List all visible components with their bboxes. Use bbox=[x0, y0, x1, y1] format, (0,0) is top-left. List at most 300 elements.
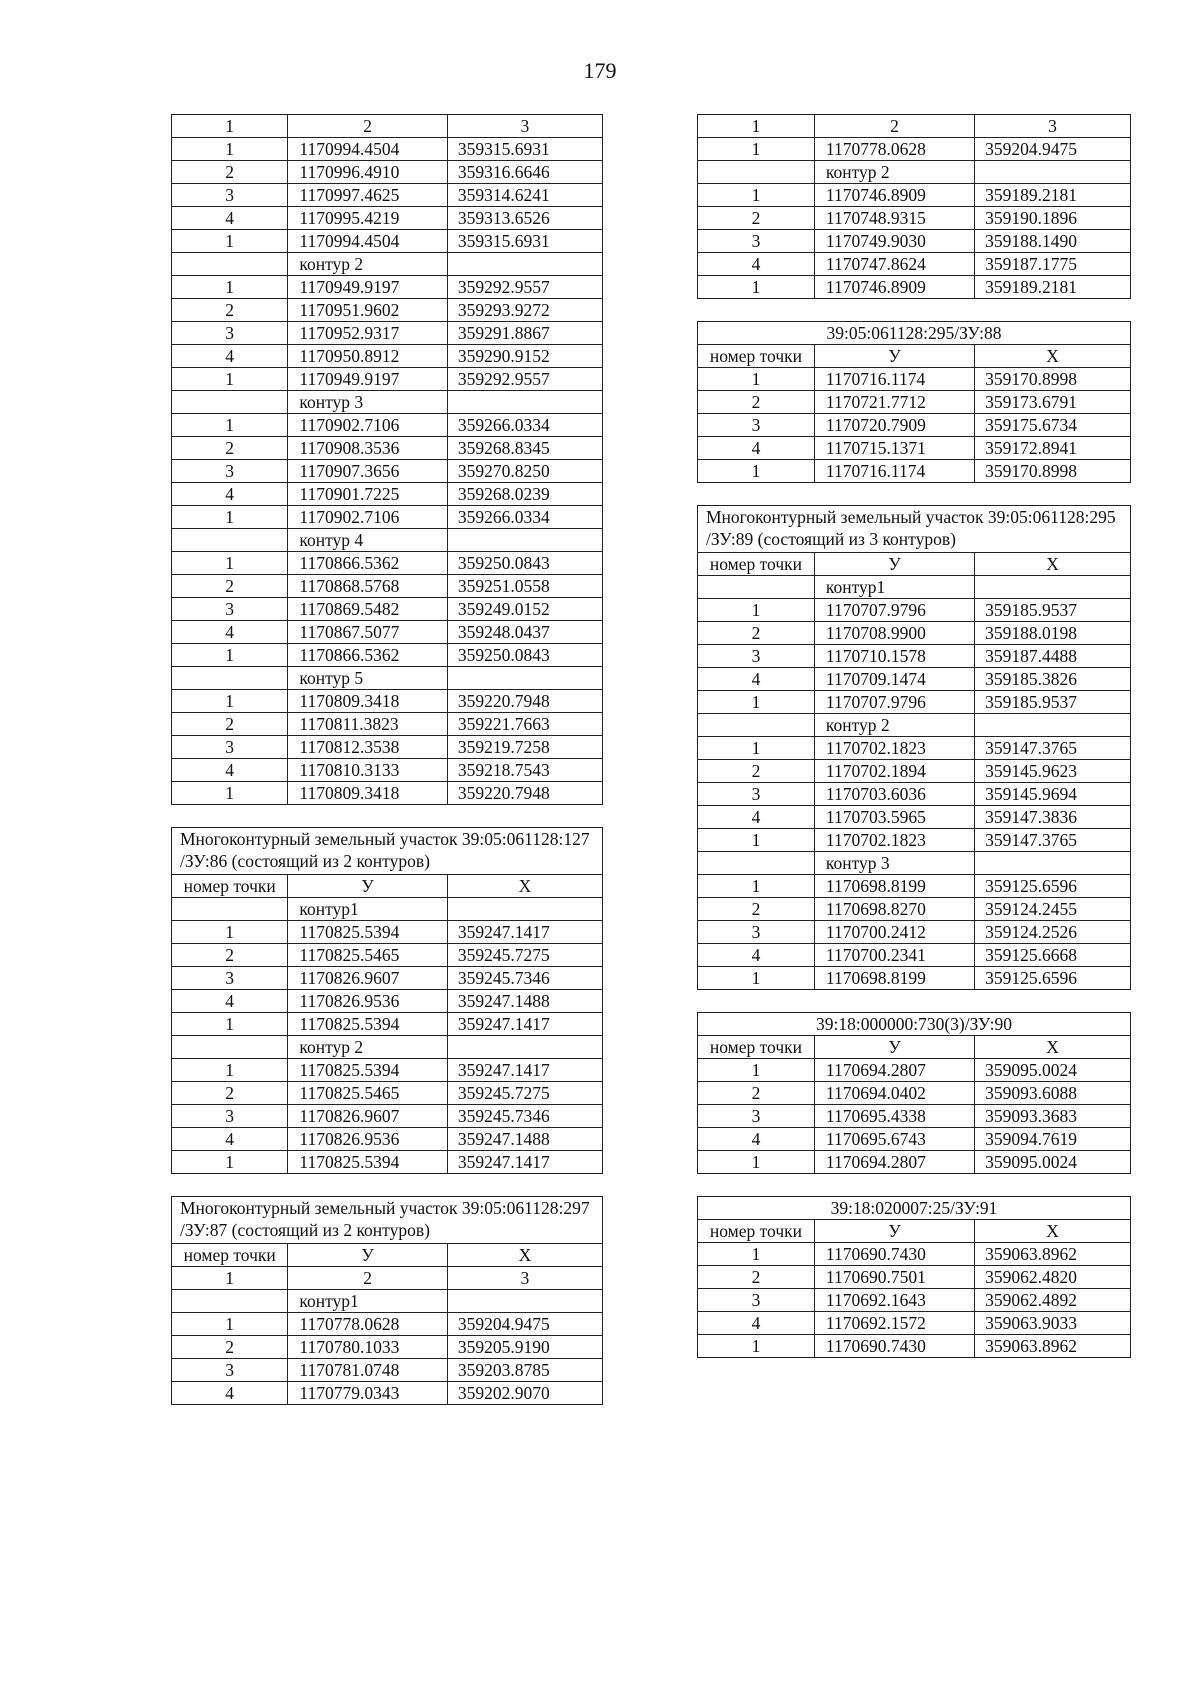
coord-y: 1170994.4504 bbox=[288, 230, 447, 253]
coord-y: 1170708.9900 bbox=[814, 622, 974, 645]
table-row bbox=[698, 622, 1131, 645]
table-title-row bbox=[172, 1197, 603, 1244]
coord-y: 1170709.1474 bbox=[814, 668, 974, 691]
coord-x: 359095.0024 bbox=[975, 1059, 1131, 1082]
point-number: 1 bbox=[172, 506, 288, 529]
coord-y: 1170690.7430 bbox=[814, 1243, 974, 1266]
table-row bbox=[172, 299, 603, 322]
coord-y: 1170825.5394 bbox=[288, 921, 447, 944]
table-row bbox=[172, 1105, 603, 1128]
coord-y: 1170716.1174 bbox=[814, 368, 974, 391]
coord-y: 1170702.1894 bbox=[814, 760, 974, 783]
table-spacer bbox=[697, 299, 1131, 321]
point-number: 4 bbox=[698, 253, 815, 276]
point-number: 3 bbox=[698, 414, 815, 437]
coord-x: 359219.7258 bbox=[447, 736, 602, 759]
coord-x: 359247.1417 bbox=[447, 1151, 602, 1174]
table-row bbox=[172, 1128, 603, 1151]
point-number: 1 bbox=[172, 230, 288, 253]
point-number: 1 bbox=[172, 782, 288, 805]
coord-x: 359290.9152 bbox=[447, 345, 602, 368]
coordinates-table bbox=[697, 321, 1131, 483]
coord-x: 359185.9537 bbox=[975, 599, 1131, 622]
right-column bbox=[697, 114, 1131, 1358]
table-header-row bbox=[172, 115, 603, 138]
point-number: 1 bbox=[172, 1267, 288, 1290]
column-header: номер точки bbox=[698, 345, 815, 368]
coord-x: 359315.6931 bbox=[447, 230, 602, 253]
point-number: 4 bbox=[698, 1312, 815, 1335]
coord-x: 359202.9070 bbox=[447, 1382, 602, 1405]
coord-y: 1170908.3536 bbox=[288, 437, 447, 460]
point-number: 1 bbox=[698, 460, 815, 483]
point-number: 1 bbox=[172, 1313, 288, 1336]
coord-y: 1170694.2807 bbox=[814, 1059, 974, 1082]
point-number: 2 bbox=[698, 1082, 815, 1105]
table-row bbox=[172, 1336, 603, 1359]
coord-x: 359291.8867 bbox=[447, 322, 602, 345]
point-number: 1 bbox=[698, 691, 815, 714]
table-row bbox=[172, 552, 603, 575]
table-row bbox=[698, 921, 1131, 944]
coord-y: 1170748.9315 bbox=[814, 207, 974, 230]
coord-x: 359095.0024 bbox=[975, 1151, 1131, 1174]
table-row bbox=[172, 967, 603, 990]
table-row bbox=[172, 276, 603, 299]
coord-x: 359190.1896 bbox=[975, 207, 1131, 230]
coord-x bbox=[447, 667, 602, 690]
table-caption: 39:18:000000:730(3)/ЗУ:90 bbox=[698, 1013, 1131, 1036]
point-number: 4 bbox=[698, 668, 815, 691]
point-number: 2 bbox=[172, 944, 288, 967]
coord-y: 1170749.9030 bbox=[814, 230, 974, 253]
point-number: 1 bbox=[698, 368, 815, 391]
coord-x: 359170.8998 bbox=[975, 460, 1131, 483]
table-title-row bbox=[172, 828, 603, 875]
coord-x: 359093.6088 bbox=[975, 1082, 1131, 1105]
column-header: У bbox=[814, 1036, 974, 1059]
contour-row bbox=[698, 852, 1131, 875]
table-row bbox=[698, 898, 1131, 921]
table-header-row bbox=[698, 1220, 1131, 1243]
coord-y: 1170694.0402 bbox=[814, 1082, 974, 1105]
point-number: 3 bbox=[172, 460, 288, 483]
coord-y: 1170997.4625 bbox=[288, 184, 447, 207]
coord-x: 359220.7948 bbox=[447, 782, 602, 805]
point-number: 3 bbox=[172, 184, 288, 207]
coord-x: 359268.0239 bbox=[447, 483, 602, 506]
table-row bbox=[172, 1059, 603, 1082]
table-row bbox=[698, 138, 1131, 161]
table-row bbox=[172, 782, 603, 805]
table-header-row bbox=[698, 1036, 1131, 1059]
coord-x: 359203.8785 bbox=[447, 1359, 602, 1382]
coord-x: 359125.6668 bbox=[975, 944, 1131, 967]
coord-x: 359249.0152 bbox=[447, 598, 602, 621]
coord-y: 1170695.6743 bbox=[814, 1128, 974, 1151]
coord-x: 359185.3826 bbox=[975, 668, 1131, 691]
coord-y: 1170700.2341 bbox=[814, 944, 974, 967]
coord-y: контур 2 bbox=[814, 714, 974, 737]
coord-x: 359147.3765 bbox=[975, 829, 1131, 852]
coord-x: 359247.1417 bbox=[447, 921, 602, 944]
point-number: 1 bbox=[172, 1151, 288, 1174]
point-number: 3 bbox=[172, 736, 288, 759]
coord-y: 1170780.1033 bbox=[288, 1336, 447, 1359]
coord-x bbox=[975, 161, 1131, 184]
coord-x: 359125.6596 bbox=[975, 875, 1131, 898]
coordinates-table bbox=[171, 114, 603, 805]
coord-y: 1170826.9607 bbox=[288, 967, 447, 990]
table-caption: 39:05:061128:295/ЗУ:88 bbox=[698, 322, 1131, 345]
contour-row bbox=[172, 1036, 603, 1059]
table-row bbox=[172, 437, 603, 460]
point-number: 4 bbox=[172, 345, 288, 368]
point-number: 1 bbox=[172, 138, 288, 161]
table-row bbox=[698, 1105, 1131, 1128]
point-number: 1 bbox=[698, 967, 815, 990]
coord-y: 1170902.7106 bbox=[288, 506, 447, 529]
coord-y: 1170809.3418 bbox=[288, 690, 447, 713]
table-spacer bbox=[171, 1174, 603, 1196]
table-row bbox=[172, 138, 603, 161]
coordinates-table bbox=[697, 1012, 1131, 1174]
point-number: 1 bbox=[172, 1013, 288, 1036]
coord-y: 1170746.8909 bbox=[814, 276, 974, 299]
point-number: 1 bbox=[698, 737, 815, 760]
contour-row bbox=[172, 529, 603, 552]
point-number: 3 bbox=[698, 230, 815, 253]
coord-x: 359247.1417 bbox=[447, 1013, 602, 1036]
point-number: 1 bbox=[698, 1059, 815, 1082]
coord-y: 1170995.4219 bbox=[288, 207, 447, 230]
coordinates-table bbox=[171, 1196, 603, 1405]
table-title-row bbox=[698, 506, 1131, 553]
table-row bbox=[172, 644, 603, 667]
point-number: 2 bbox=[698, 207, 815, 230]
point-number: 2 bbox=[172, 161, 288, 184]
point-number: 4 bbox=[172, 483, 288, 506]
table-row bbox=[698, 1312, 1131, 1335]
point-number bbox=[698, 714, 815, 737]
coord-y: 1170949.9197 bbox=[288, 276, 447, 299]
coord-x: 359204.9475 bbox=[975, 138, 1131, 161]
column-header: У bbox=[288, 1244, 447, 1267]
coord-y: 1170869.5482 bbox=[288, 598, 447, 621]
coord-y: 1170781.0748 bbox=[288, 1359, 447, 1382]
coord-y: 1170694.2807 bbox=[814, 1151, 974, 1174]
point-number: 1 bbox=[172, 414, 288, 437]
coord-y: 1170907.3656 bbox=[288, 460, 447, 483]
table-row bbox=[172, 230, 603, 253]
point-number: 4 bbox=[172, 207, 288, 230]
column-header: 2 bbox=[814, 115, 974, 138]
table-header-row bbox=[698, 553, 1131, 576]
coord-y: контур 5 bbox=[288, 667, 447, 690]
point-number: 2 bbox=[698, 760, 815, 783]
coord-x: 359266.0334 bbox=[447, 506, 602, 529]
coord-y: 1170690.7501 bbox=[814, 1266, 974, 1289]
coord-x bbox=[447, 253, 602, 276]
coord-x: 359245.7275 bbox=[447, 1082, 602, 1105]
table-row bbox=[172, 921, 603, 944]
coord-x bbox=[447, 391, 602, 414]
contour-row bbox=[172, 253, 603, 276]
contour-row bbox=[172, 1290, 603, 1313]
coord-x: 359145.9623 bbox=[975, 760, 1131, 783]
point-number: 2 bbox=[172, 1336, 288, 1359]
table-row bbox=[698, 391, 1131, 414]
coord-y: 1170698.8199 bbox=[814, 967, 974, 990]
table-row bbox=[698, 368, 1131, 391]
column-header: 3 bbox=[447, 115, 602, 138]
column-header: номер точки bbox=[172, 1244, 288, 1267]
coord-y: контур 2 bbox=[814, 161, 974, 184]
table-row bbox=[698, 460, 1131, 483]
contour-row bbox=[698, 714, 1131, 737]
point-number: 4 bbox=[172, 1382, 288, 1405]
column-header: 1 bbox=[172, 115, 288, 138]
coord-x: 359188.0198 bbox=[975, 622, 1131, 645]
coord-y: 1170810.3133 bbox=[288, 759, 447, 782]
coord-x: 359316.6646 bbox=[447, 161, 602, 184]
coord-y: 1170825.5394 bbox=[288, 1013, 447, 1036]
coord-y: 1170866.5362 bbox=[288, 644, 447, 667]
coord-x bbox=[975, 714, 1131, 737]
table-row bbox=[172, 1313, 603, 1336]
point-number: 2 bbox=[172, 713, 288, 736]
point-number: 3 bbox=[172, 1359, 288, 1382]
column-header: Х bbox=[447, 1244, 602, 1267]
coord-y: 1170778.0628 bbox=[814, 138, 974, 161]
table-row bbox=[698, 1128, 1131, 1151]
coord-x: 359173.6791 bbox=[975, 391, 1131, 414]
coord-x: 359221.7663 bbox=[447, 713, 602, 736]
coord-x: 359248.0437 bbox=[447, 621, 602, 644]
coord-y: 1170812.3538 bbox=[288, 736, 447, 759]
coord-x: 359247.1488 bbox=[447, 1128, 602, 1151]
table-row bbox=[698, 414, 1131, 437]
table-row bbox=[172, 345, 603, 368]
table-row bbox=[698, 184, 1131, 207]
coord-y: контур 2 bbox=[288, 253, 447, 276]
coord-y: 1170994.4504 bbox=[288, 138, 447, 161]
table-header-row bbox=[172, 1244, 603, 1267]
table-row bbox=[698, 1289, 1131, 1312]
coord-y: контур 2 bbox=[288, 1036, 447, 1059]
coord-x: 359172.8941 bbox=[975, 437, 1131, 460]
coord-x: 359245.7346 bbox=[447, 1105, 602, 1128]
coord-y: 1170866.5362 bbox=[288, 552, 447, 575]
coordinates-table bbox=[697, 1196, 1131, 1358]
coord-x: 359245.7275 bbox=[447, 944, 602, 967]
coord-y: 1170778.0628 bbox=[288, 1313, 447, 1336]
point-number: 4 bbox=[172, 1128, 288, 1151]
table-row bbox=[172, 1267, 603, 1290]
coord-x: 359204.9475 bbox=[447, 1313, 602, 1336]
point-number: 4 bbox=[698, 1128, 815, 1151]
contour-row bbox=[698, 576, 1131, 599]
coord-y: 1170720.7909 bbox=[814, 414, 974, 437]
point-number bbox=[698, 161, 815, 184]
table-row bbox=[698, 967, 1131, 990]
point-number: 2 bbox=[698, 898, 815, 921]
table-caption-row bbox=[698, 1197, 1131, 1220]
column-header: У bbox=[814, 345, 974, 368]
table-row bbox=[172, 944, 603, 967]
coord-x: 359315.6931 bbox=[447, 138, 602, 161]
coord-x: 359124.2526 bbox=[975, 921, 1131, 944]
column-header: 1 bbox=[698, 115, 815, 138]
point-number: 3 bbox=[698, 921, 815, 944]
coord-x: 359187.1775 bbox=[975, 253, 1131, 276]
point-number: 2 bbox=[172, 437, 288, 460]
coord-y: 1170716.1174 bbox=[814, 460, 974, 483]
coord-x: 359314.6241 bbox=[447, 184, 602, 207]
table-row bbox=[698, 783, 1131, 806]
column-header: Х bbox=[975, 1036, 1131, 1059]
coord-y: 1170996.4910 bbox=[288, 161, 447, 184]
point-number: 3 bbox=[698, 1105, 815, 1128]
point-number: 1 bbox=[172, 552, 288, 575]
table-row bbox=[698, 276, 1131, 299]
coord-x bbox=[447, 529, 602, 552]
coord-y: 1170826.9607 bbox=[288, 1105, 447, 1128]
point-number: 2 bbox=[172, 1082, 288, 1105]
coord-x bbox=[447, 898, 602, 921]
table-row bbox=[172, 207, 603, 230]
table-spacer bbox=[171, 805, 603, 827]
coord-y: 1170703.6036 bbox=[814, 783, 974, 806]
column-header: У bbox=[814, 1220, 974, 1243]
coord-y: 1170692.1572 bbox=[814, 1312, 974, 1335]
table-row bbox=[172, 184, 603, 207]
column-header: Х bbox=[975, 553, 1131, 576]
coord-x: 359147.3836 bbox=[975, 806, 1131, 829]
table-row bbox=[172, 1082, 603, 1105]
column-header: Х bbox=[447, 875, 602, 898]
table-row bbox=[698, 668, 1131, 691]
point-number bbox=[172, 529, 288, 552]
table-row bbox=[172, 460, 603, 483]
coord-y: 1170721.7712 bbox=[814, 391, 974, 414]
coord-y: 1170867.5077 bbox=[288, 621, 447, 644]
point-number bbox=[698, 852, 815, 875]
table-row bbox=[698, 253, 1131, 276]
coord-x: 359245.7346 bbox=[447, 967, 602, 990]
coord-x: 359124.2455 bbox=[975, 898, 1131, 921]
page-number: 179 bbox=[583, 58, 617, 83]
point-number: 2 bbox=[698, 391, 815, 414]
coord-x: 359062.4820 bbox=[975, 1266, 1131, 1289]
point-number bbox=[172, 1290, 288, 1313]
table-row bbox=[172, 1013, 603, 1036]
column-header: номер точки bbox=[172, 875, 288, 898]
point-number: 1 bbox=[698, 276, 815, 299]
column-header: номер точки bbox=[698, 553, 815, 576]
coord-y: 1170707.9796 bbox=[814, 691, 974, 714]
coord-y: контур1 bbox=[288, 1290, 447, 1313]
point-number: 4 bbox=[698, 437, 815, 460]
coord-x: 359268.8345 bbox=[447, 437, 602, 460]
point-number: 3 bbox=[698, 1289, 815, 1312]
column-header: У bbox=[288, 875, 447, 898]
point-number: 3 bbox=[698, 783, 815, 806]
coord-y: 1170825.5394 bbox=[288, 1059, 447, 1082]
table-row bbox=[172, 713, 603, 736]
point-number: 4 bbox=[698, 944, 815, 967]
coord-y: 1170698.8199 bbox=[814, 875, 974, 898]
table-row bbox=[698, 806, 1131, 829]
point-number: 3 bbox=[172, 967, 288, 990]
coord-x: 359218.7543 bbox=[447, 759, 602, 782]
coord-y: 1170710.1578 bbox=[814, 645, 974, 668]
table-title: Многоконтурный земельный участок 39:05:061128:295 /ЗУ:89 (состоящий из 3 контуров) bbox=[698, 506, 1131, 553]
coord-x: 359063.9033 bbox=[975, 1312, 1131, 1335]
point-number: 3 bbox=[698, 645, 815, 668]
table-row bbox=[698, 645, 1131, 668]
coord-y: 1170901.7225 bbox=[288, 483, 447, 506]
point-number: 1 bbox=[172, 1059, 288, 1082]
coord-x: 359250.0843 bbox=[447, 644, 602, 667]
point-number: 1 bbox=[698, 184, 815, 207]
column-header: Х bbox=[975, 345, 1131, 368]
table-header-row bbox=[698, 115, 1131, 138]
table-row bbox=[172, 621, 603, 644]
table-row bbox=[172, 690, 603, 713]
coord-y: 1170949.9197 bbox=[288, 368, 447, 391]
point-number: 1 bbox=[698, 1243, 815, 1266]
table-row bbox=[698, 1335, 1131, 1358]
table-row bbox=[698, 437, 1131, 460]
column-header: номер точки bbox=[698, 1036, 815, 1059]
column-header: номер точки bbox=[698, 1220, 815, 1243]
table-row bbox=[698, 1059, 1131, 1082]
coord-x: 359292.9557 bbox=[447, 276, 602, 299]
coord-y: контур1 bbox=[814, 576, 974, 599]
contour-row bbox=[172, 898, 603, 921]
point-number bbox=[172, 1036, 288, 1059]
table-row bbox=[698, 1266, 1131, 1289]
point-number: 1 bbox=[698, 1151, 815, 1174]
point-number: 3 bbox=[172, 322, 288, 345]
contour-row bbox=[172, 391, 603, 414]
table-row bbox=[172, 161, 603, 184]
coord-x: 359313.6526 bbox=[447, 207, 602, 230]
coordinates-table bbox=[171, 827, 603, 1174]
coord-y: 2 bbox=[288, 1267, 447, 1290]
table-row bbox=[698, 760, 1131, 783]
coord-y: 1170690.7430 bbox=[814, 1335, 974, 1358]
coord-y: контур1 bbox=[288, 898, 447, 921]
coord-y: 1170826.9536 bbox=[288, 1128, 447, 1151]
contour-row bbox=[698, 161, 1131, 184]
point-number: 1 bbox=[698, 138, 815, 161]
table-spacer bbox=[697, 990, 1131, 1012]
point-number: 2 bbox=[172, 575, 288, 598]
coord-x: 359125.6596 bbox=[975, 967, 1131, 990]
coord-y: 1170826.9536 bbox=[288, 990, 447, 1013]
coord-y: 1170952.9317 bbox=[288, 322, 447, 345]
point-number: 1 bbox=[698, 875, 815, 898]
coord-y: 1170809.3418 bbox=[288, 782, 447, 805]
coord-x: 359175.6734 bbox=[975, 414, 1131, 437]
point-number bbox=[698, 576, 815, 599]
coord-x bbox=[447, 1290, 602, 1313]
coord-y: 1170695.4338 bbox=[814, 1105, 974, 1128]
coord-x: 359185.9537 bbox=[975, 691, 1131, 714]
table-row bbox=[698, 1243, 1131, 1266]
